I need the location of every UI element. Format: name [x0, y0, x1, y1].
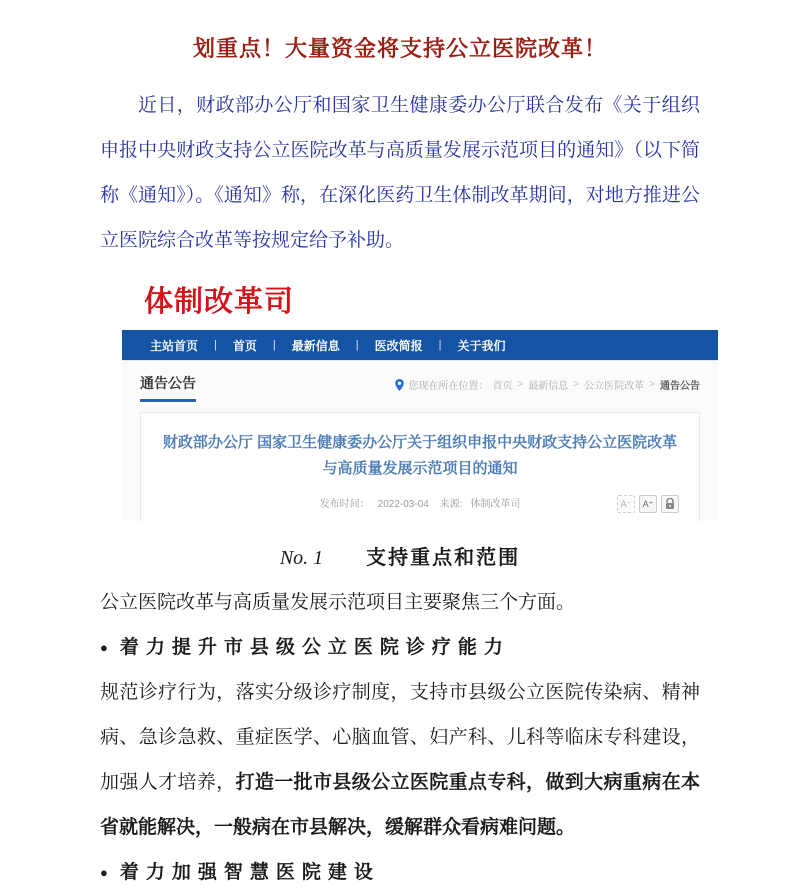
bullet-item-1	[100, 625, 700, 670]
breadcrumb-item-home[interactable]: 首页	[492, 381, 513, 392]
print-icon	[665, 498, 675, 510]
font-increase-button[interactable]: A⁺	[639, 495, 657, 513]
site-content-area	[122, 360, 718, 521]
source-label: 来源:	[439, 499, 463, 510]
breadcrumb-separator: >	[649, 379, 655, 390]
nav-item-main-home[interactable]: 主站首页	[150, 338, 199, 353]
paragraph-normal-text: 规范诊疗行为，落实分级诊疗制度，支持市县级公立医院传染病、精神病、急诊急救、重症医学、心脑血管、妇产科、儿科等临床专科建设，加强人才培养，	[100, 682, 700, 793]
breadcrumb-item-current: 通告公告	[660, 381, 700, 392]
nav-divider: |	[355, 339, 359, 351]
article-meta-row	[161, 495, 679, 515]
print-button[interactable]	[661, 495, 679, 513]
intro-paragraph: 近日，财政部办公厅和国家卫生健康委办公厅联合发布《关于组织申报中央财政支持公立医院改革与高质量发展示范项目的通知》（以下简称《通知》）。《通知》称，在深化医药卫生体制改革期间，对地方推进公立医院综合改革等按规定给予补助。	[100, 95, 700, 251]
bullet-1-text: 着力提升市县级公立医院诊疗能力	[119, 637, 510, 658]
page-title: 划重点！大量资金将支持公立医院改革！	[192, 36, 607, 61]
bullet-item-2	[100, 850, 700, 895]
notice-title: 财政部办公厅 国家卫生健康委办公厅关于组织申报中央财政支持公立医院改革与高质量发展示范项目的通知	[162, 434, 678, 477]
website-screenshot	[122, 271, 718, 521]
section-lead-paragraph: 公立医院改革与高质量发展示范项目主要聚焦三个方面。	[100, 592, 576, 613]
publish-date-label: 发布时间：	[319, 499, 370, 510]
nav-item-reform-bulletin[interactable]: 医改简报	[374, 338, 423, 353]
bullet-2-text: 着力加强智慧医院建设	[119, 862, 380, 883]
bullet-icon: ●	[100, 865, 108, 880]
breadcrumb-item-hospital-reform[interactable]: 公立医院改革	[584, 381, 645, 392]
breadcrumb-label: 您现在所在位置：	[408, 381, 489, 392]
location-pin-icon	[395, 379, 404, 391]
breadcrumb-item-latest-news[interactable]: 最新信息	[528, 381, 569, 392]
section-heading	[100, 541, 700, 570]
publish-date: 2022-03-04	[377, 499, 429, 510]
nav-divider: |	[438, 339, 442, 351]
paragraph-bold-text: 打造一批市县级公立医院重点专科，做到大病重病在本省就能解决，一般病在市县解决，缓解群众看病难问题。	[100, 772, 700, 838]
source-value: 体制改革司	[470, 499, 521, 510]
article-panel	[140, 412, 700, 521]
site-navbar	[122, 330, 718, 360]
nav-item-home[interactable]: 首页	[232, 338, 257, 353]
site-logo: 体制改革司	[122, 271, 718, 330]
nav-divider: |	[214, 339, 217, 351]
nav-divider: |	[272, 339, 276, 351]
bullet-icon: ●	[100, 640, 108, 655]
article-toolbar	[617, 495, 679, 513]
body-paragraph-1	[100, 670, 700, 850]
nav-item-about-us[interactable]: 关于我们	[457, 338, 506, 353]
breadcrumb	[395, 377, 700, 392]
section-title: 通告公告	[140, 373, 196, 402]
nav-item-latest-news[interactable]: 最新信息	[291, 338, 340, 353]
section-header-row	[140, 373, 700, 402]
font-decrease-button[interactable]: A⁻	[617, 495, 635, 513]
breadcrumb-separator: >	[573, 379, 580, 390]
section-number: No. 1	[279, 547, 324, 569]
breadcrumb-separator: >	[517, 379, 524, 390]
section-heading-text: 支持重点和范围	[366, 547, 521, 569]
